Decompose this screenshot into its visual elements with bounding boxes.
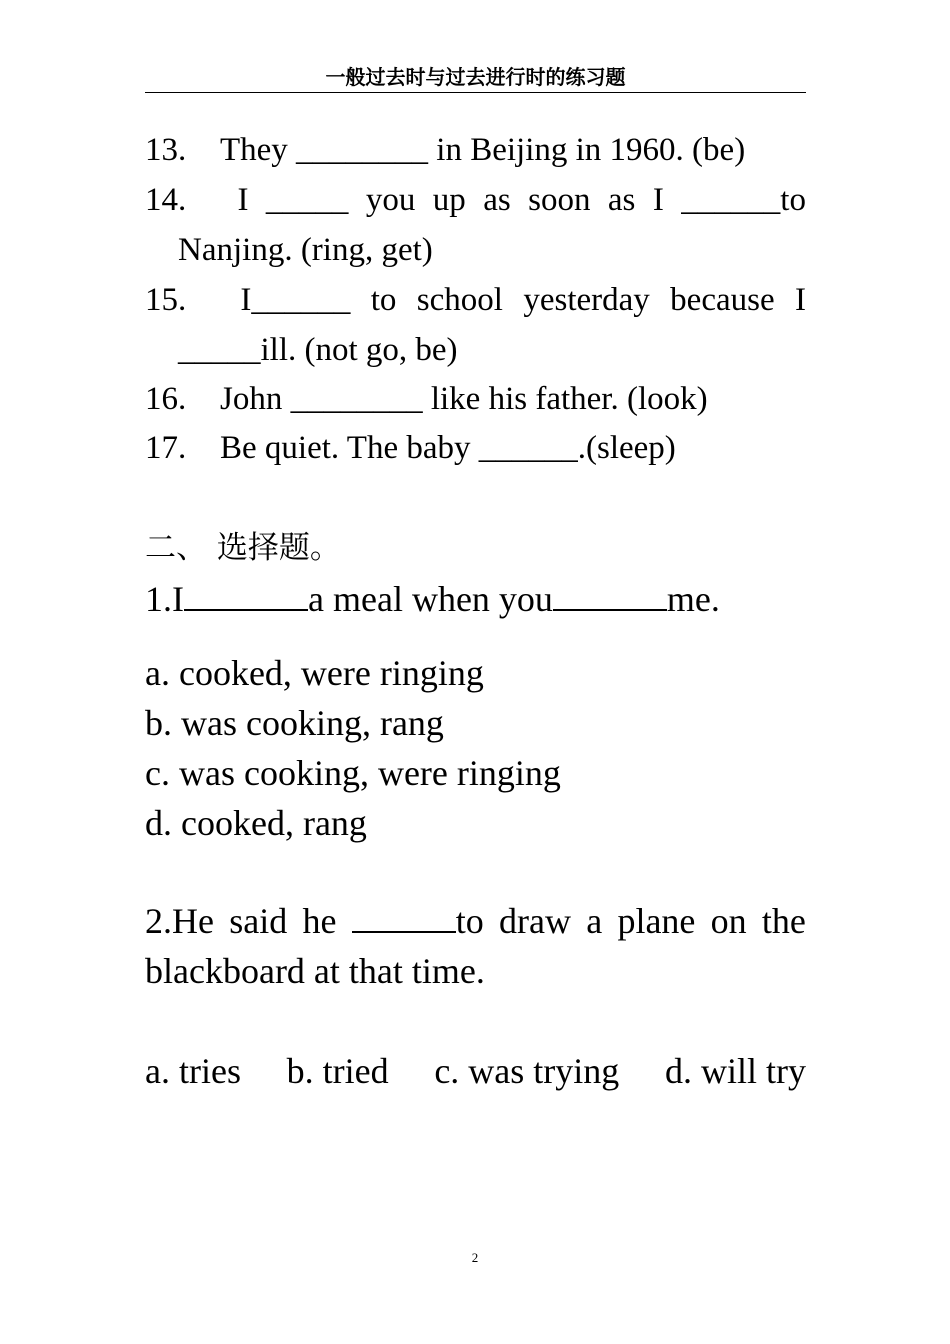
mc2-option-b: b. tried: [286, 1051, 389, 1091]
mc2-blank-group: [352, 899, 484, 943]
question-15: [145, 280, 806, 320]
question-15-number: 15.: [145, 282, 187, 318]
word: _____: [265, 182, 349, 218]
word: soon: [528, 182, 591, 218]
word: plane: [617, 901, 696, 941]
header-title: 一般过去时与过去进行时的练习题: [325, 65, 626, 89]
question-14-number: 14.: [145, 182, 187, 218]
question-15-continuation: _____ill. (not go, be): [178, 332, 458, 368]
word: on: [710, 901, 747, 941]
question-14-line1: [145, 180, 806, 220]
word: said: [229, 901, 288, 941]
word: I: [652, 182, 664, 218]
word: as: [607, 182, 636, 218]
question-14: [145, 180, 806, 220]
word: up: [432, 182, 466, 218]
mc2-blank: [352, 901, 456, 933]
mc2-options: [145, 1049, 806, 1093]
question-16-text: John ________ like his father. (look): [220, 381, 708, 417]
word: to: [370, 282, 397, 318]
mc-question-1: [145, 577, 806, 621]
question-17-number: 17.: [145, 430, 187, 466]
mc2-option-d: d. will try: [664, 1051, 806, 1091]
word: yesterday: [523, 282, 650, 318]
mc1-prefix: 1.I: [145, 579, 184, 619]
mc2-options-row: [145, 1049, 806, 1093]
question-17: [145, 428, 806, 468]
word: ______to: [681, 182, 806, 218]
section-2-title: 二、 选择题。: [145, 530, 341, 566]
question-17-text: Be quiet. The baby ______.(sleep): [220, 430, 676, 466]
question-16-number: 16.: [145, 381, 187, 417]
mc1-blank-2: [553, 579, 667, 611]
word: as: [483, 182, 511, 218]
mc1-blank-1: [184, 579, 308, 611]
question-13-number: 13.: [145, 132, 187, 168]
mc-question-2: [145, 899, 806, 943]
word: to: [455, 901, 484, 941]
mc2-option-a: a. tries: [145, 1051, 241, 1091]
word: school: [416, 282, 503, 318]
word: I: [794, 282, 806, 318]
mc1-option-b: b. was cooking, rang: [145, 703, 444, 743]
word: a: [586, 901, 603, 941]
question-13-text: They ________ in Beijing in 1960. (be): [220, 132, 746, 168]
question-15-line1: [145, 280, 806, 320]
mc1-option-c: c. was cooking, were ringing: [145, 753, 561, 793]
mc1-mid: a meal when you: [308, 579, 553, 619]
question-16: [145, 379, 806, 419]
word: 2.He: [145, 901, 214, 941]
mc1-option-a: a. cooked, were ringing: [145, 653, 484, 693]
mc2-line2: blackboard at that time.: [145, 951, 485, 991]
question-13: [145, 130, 806, 170]
word: because: [670, 282, 775, 318]
word: you: [365, 182, 416, 218]
word: the: [761, 901, 806, 941]
word: I: [237, 182, 249, 218]
mc1-option-d: d. cooked, rang: [145, 803, 367, 843]
page-header: [145, 62, 806, 93]
mc1-suffix: me.: [666, 579, 720, 619]
page-number: 2: [471, 1250, 479, 1265]
word: he: [302, 901, 337, 941]
word: I______: [240, 282, 351, 318]
mc2-line1: [145, 899, 806, 943]
word: draw: [498, 901, 571, 941]
question-14-continuation: Nanjing. (ring, get): [178, 232, 433, 268]
mc2-option-c: c. was trying: [434, 1051, 620, 1091]
